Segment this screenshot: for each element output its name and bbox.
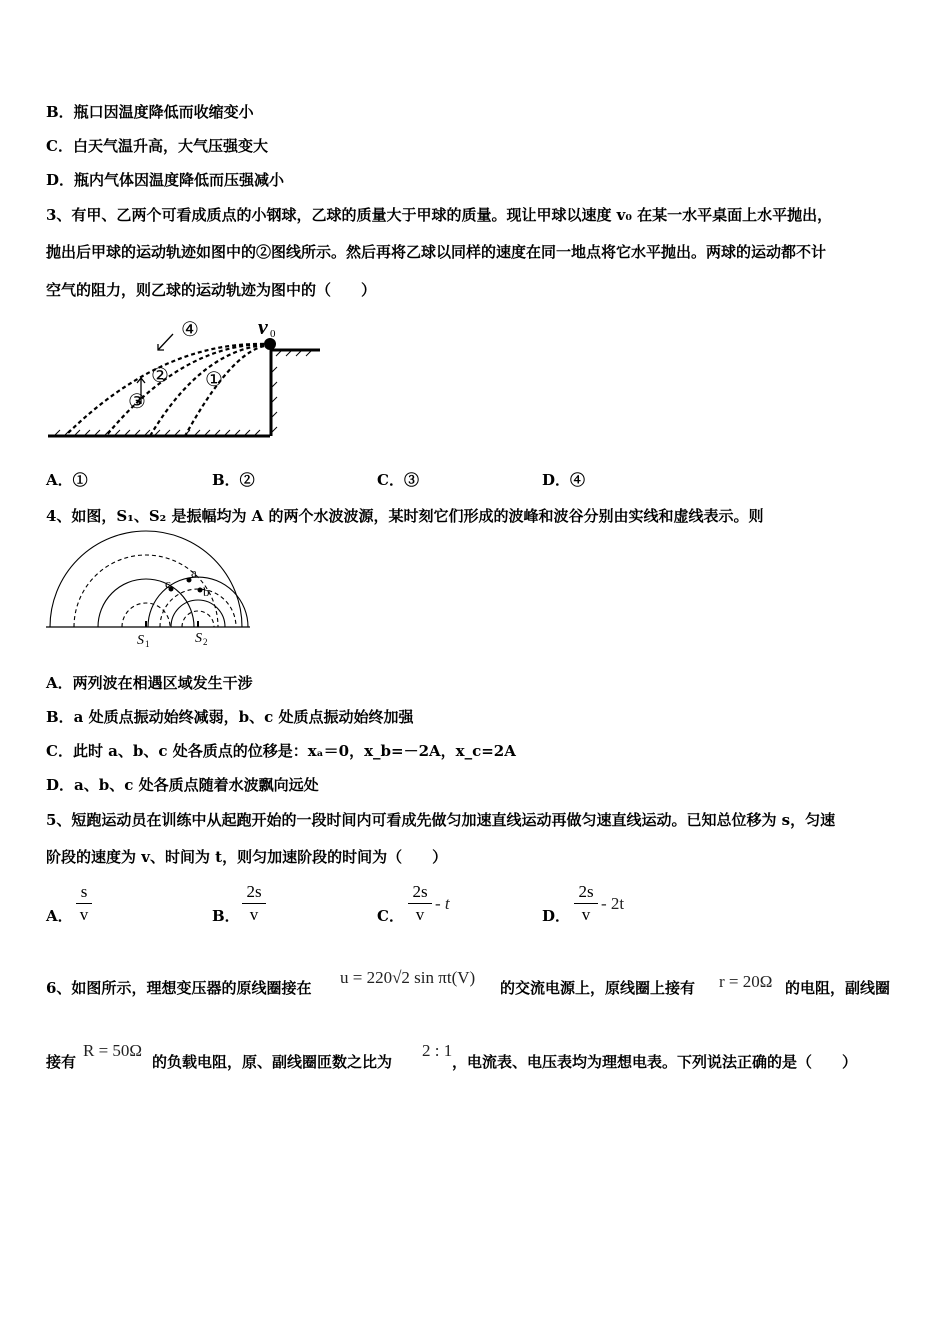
q6-line-2a: 接有 [46,1053,77,1071]
q4-wave-figure [40,528,255,648]
q5-option-b-letter: B． [212,907,240,925]
q5-option-c-letter: C． [377,907,404,925]
q5-option-d-denominator: v [581,905,591,924]
q5-option-c-numerator: 2s [412,882,428,901]
q3-label-1: ① [205,369,223,391]
q5-option-d-fraction [574,882,598,925]
q5-line-1: 5、短跑运动员在训练中从起跑开始的一段时间内可看成先做匀加速直线运动再做匀速直线运动。已知总位移为 s，匀速 [46,811,836,829]
q3-line-3: 空气的阻力，则乙球的运动轨迹为图中的（ ） [46,281,377,299]
q4-s2-subscript: 2 [203,637,208,647]
q5-option-d-tail: - 2t [601,894,625,913]
q5-option-a-fraction [76,882,92,925]
q3-label-3: ③ [128,391,146,413]
q5-option-b-denominator: v [249,905,259,924]
q5-option-d-letter: D． [542,907,571,925]
q6-line-2c: ，电流表、电压表均为理想电表。下列说法正确的是（ ） [452,1053,858,1071]
q4-option-a: A．两列波在相遇区域发生干涉 [46,674,253,692]
prev-option-d: D．瓶内气体因温度降低而压强减小 [46,171,285,189]
q6-resistor-r: r = 20Ω [719,972,773,991]
q5-option-c-tail: - t [435,894,450,913]
q5-option-b-fraction [242,882,266,925]
q4-s1-label: S [137,633,144,648]
q5-option-c-denominator: v [415,905,425,924]
q5-option-a-numerator: s [80,882,88,901]
q6-voltage-equation: u = 220√2 sin πt(V) [340,968,476,987]
q5-option-c-fraction [408,882,432,925]
q3-projectile-figure [40,312,330,447]
q6-line-1a: 6、如图所示，理想变压器的原线圈接在 [46,979,312,997]
q3-option-a: A．① [46,471,88,489]
q5-option-a-letter: A． [46,907,73,925]
q3-option-c: C．③ [377,471,419,489]
q4-line-1: 4、如图，S₁、S₂ 是振幅均为 A 的两个水波波源，某时刻它们形成的波峰和波谷分别由实线和虚线表示。则 [46,507,764,525]
q5-line-2: 阶段的速度为 v、时间为 t，则匀加速阶段的时间为（ ） [46,848,448,866]
q4-option-d: D．a、b、c 处各质点随着水波飘向远处 [46,776,319,794]
q4-option-c: C．此时 a、b、c 处各质点的位移是：xₐ＝0，x_b=－2A，x_c=2A [46,742,516,760]
q3-velocity-subscript: 0 [270,328,276,340]
q4-s2-label: S [195,631,202,646]
q5-option-d-numerator: 2s [578,882,594,901]
q4-option-b: B．a 处质点振动始终减弱，b、c 处质点振动始终加强 [46,708,414,726]
q3-label-2: ② [151,365,169,387]
q6-turns-ratio: 2 : 1 [422,1041,453,1060]
q4-point-c: c [165,576,171,591]
q5-option-a-denominator: v [79,905,89,924]
q6-line-1c: 的电阻，副线圈 [785,979,891,997]
q6-load-resistor: R = 50Ω [83,1041,143,1060]
q3-line-2: 抛出后甲球的运动轨迹如图中的②图线所示。然后再将乙球以同样的速度在同一地点将它水平抛出。两球的运动都不计 [46,243,827,261]
q6-line-1b: 的交流电源上，原线圈上接有 [500,979,696,997]
q3-label-4: ④ [181,319,199,341]
q3-option-b: B．② [212,471,255,489]
q4-point-b: b [203,584,210,599]
q3-velocity-label: v [258,314,268,339]
prev-option-c: C．白天气温升高，大气压强变大 [46,137,268,155]
q6-line-2b: 的负载电阻，原、副线圈匝数之比为 [152,1053,393,1071]
q3-line-1: 3、有甲、乙两个可看成质点的小钢球，乙球的质量大于甲球的质量。现让甲球以速度 v₀ 在某一水平桌面上水平抛出， [46,206,833,224]
prev-option-b: B．瓶口因温度降低而收缩变小 [46,103,254,121]
q5-option-b-numerator: 2s [246,882,262,901]
q4-s1-subscript: 1 [145,639,150,648]
q4-point-a: a [191,565,197,580]
q3-option-d: D．④ [542,471,586,489]
